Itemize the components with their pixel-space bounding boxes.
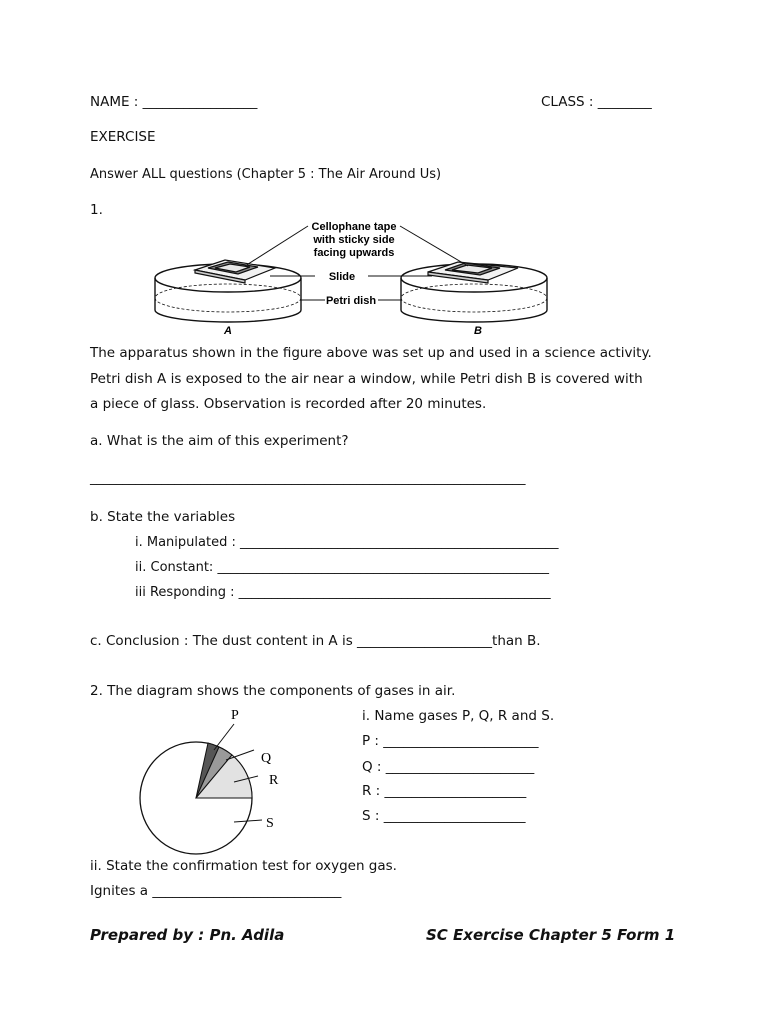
pie-label-s: S	[266, 816, 274, 831]
answer-s[interactable]: S : _____________________	[362, 808, 526, 824]
pie-label-q: Q	[261, 751, 272, 766]
q1-paragraph-line-1: The apparatus shown in the figure above was set up and used in a science activity.	[90, 345, 652, 361]
answer-p[interactable]: P : _______________________	[362, 733, 539, 749]
instruction-text: Answer ALL questions (Chapter 5 : The Air Around Us)	[90, 167, 442, 182]
q1b-question: b. State the variables	[90, 509, 236, 525]
q1a-question: a. What is the aim of this experiment?	[90, 433, 349, 449]
label-dish-a: A	[224, 325, 232, 337]
label-cellophane-tape-1: Cellophane tape	[311, 221, 397, 233]
footer-prepared-by: Prepared by : Pn. Adila	[90, 926, 285, 944]
question-1-number: 1.	[90, 202, 103, 218]
q1b-manipulated[interactable]: i. Manipulated : _________________________________________________	[135, 535, 559, 550]
pie-label-p: P	[231, 708, 239, 723]
name-field-label: NAME : _________________	[90, 94, 258, 110]
label-petri-dish: Petri dish	[325, 295, 377, 307]
exercise-title: EXERCISE	[90, 129, 156, 145]
class-field-label: CLASS : ________	[541, 94, 652, 110]
q1b-responding[interactable]: iii Responding : ________________________________________________	[135, 585, 551, 600]
q2-sub-ii: ii. State the confirmation test for oxygen gas.	[90, 858, 397, 874]
q1-paragraph-line-3: a piece of glass. Observation is recorded after 20 minutes.	[90, 396, 487, 412]
answer-r[interactable]: R : _____________________	[362, 783, 527, 799]
gas-composition-pie-chart	[130, 700, 290, 860]
footer-course: SC Exercise Chapter 5 Form 1	[426, 926, 676, 944]
q1-paragraph-line-2: Petri dish A is exposed to the air near a window, while Petri dish B is covered with	[90, 371, 643, 387]
q2-ignites-answer[interactable]: Ignites a ____________________________	[90, 883, 342, 899]
label-cellophane-tape-3: facing upwards	[313, 247, 395, 259]
label-cellophane-tape-2: with sticky side	[313, 234, 395, 246]
q1c-conclusion[interactable]: c. Conclusion : The dust content in A is ____________________than B.	[90, 633, 541, 649]
label-slide: Slide	[328, 271, 356, 283]
pie-label-r: R	[269, 773, 279, 788]
answer-q[interactable]: Q : ______________________	[362, 759, 535, 775]
q1a-answer-line[interactable]: ___________________________________________________________________	[90, 471, 526, 486]
q2-sub-i: i. Name gases P, Q, R and S.	[362, 708, 555, 724]
petri-dish-figure	[150, 190, 552, 340]
label-dish-b: B	[474, 325, 482, 337]
q2-intro: 2. The diagram shows the components of gases in air.	[90, 683, 456, 699]
q1b-constant[interactable]: ii. Constant: ___________________________________________________	[135, 560, 549, 575]
